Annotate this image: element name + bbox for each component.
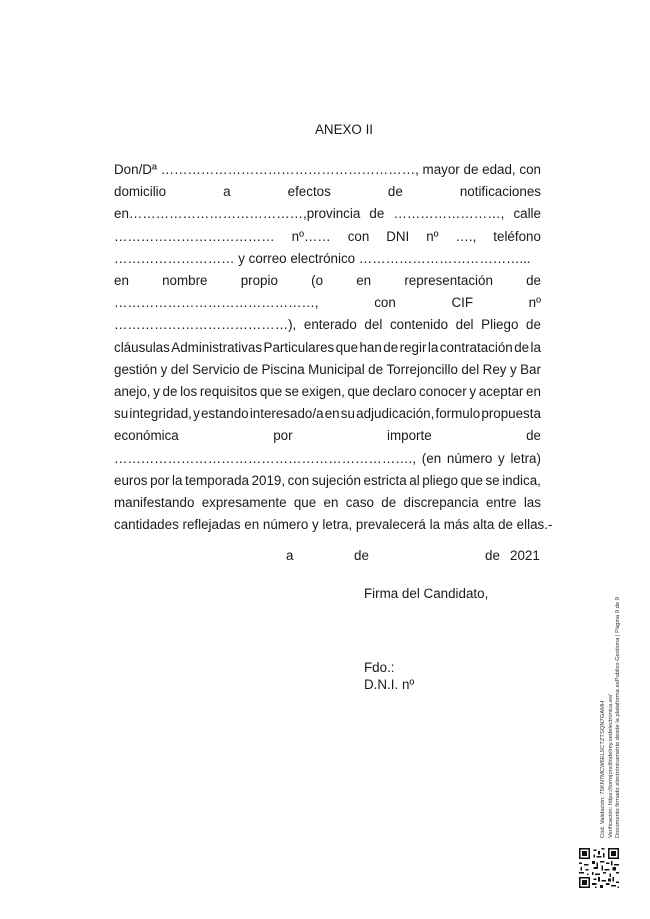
body-word: (en [421, 450, 442, 466]
body-word: manifestando [114, 495, 195, 510]
body-word: Municipal [308, 361, 365, 377]
body-word: en [356, 273, 372, 288]
body-word: con [347, 228, 370, 244]
body-word: en [526, 384, 541, 399]
body-word: …………………………………………………………., [114, 450, 417, 466]
body-word: …………………………………), [114, 317, 297, 333]
body-line [114, 292, 541, 314]
body-word: expresamente [201, 495, 287, 510]
validation-code: Cód. Validación: 75KN7MCW6EL5CTZTSQN7GAMH [600, 700, 606, 838]
body-word: Torrejoncillo [386, 361, 458, 377]
body-word: las [523, 495, 541, 510]
body-word: la [530, 339, 541, 355]
body-line [114, 425, 541, 447]
body-word: mayor [422, 162, 460, 177]
body-line [114, 359, 541, 381]
body-word: de [463, 162, 479, 177]
body-word: edad, [482, 162, 516, 177]
body-word: de [387, 184, 403, 200]
body-word: en [114, 273, 129, 288]
body-word: contratación [439, 339, 513, 355]
body-word: regir [399, 339, 427, 355]
body-line [114, 248, 541, 270]
body-line [114, 226, 541, 248]
body-word: de [368, 361, 384, 377]
body-word: Rey [482, 361, 507, 377]
date-year: 2021 [510, 548, 540, 563]
body-word: anejo, [114, 384, 151, 399]
body-word: y [160, 361, 168, 377]
body-word: se [284, 384, 299, 399]
date-de: de [354, 548, 369, 563]
body-word: han [359, 339, 382, 355]
body-word: importe [387, 428, 432, 444]
body-word: los [180, 384, 198, 399]
body-word: formulo [435, 406, 481, 422]
body-line [114, 203, 541, 225]
body-word: de [381, 495, 397, 510]
body-line [114, 337, 541, 359]
body-word: de [526, 428, 541, 444]
body-word: al [409, 472, 420, 488]
body-word: gestión [114, 361, 158, 377]
body-word: DNI [386, 228, 410, 244]
body-word: declaro [372, 384, 417, 399]
body-word: (o [311, 273, 324, 288]
body-word: representación [404, 273, 493, 288]
body-word: contenido [389, 317, 449, 333]
body-word: Bar [520, 361, 541, 377]
signed-by-label: Fdo.: [364, 660, 395, 675]
body-word: interesado/a [249, 406, 324, 422]
body-word: se [485, 472, 500, 488]
body-word: que [335, 339, 359, 355]
body-word: exigen, [301, 384, 345, 399]
body-word: su [114, 406, 129, 422]
body-line [114, 159, 541, 181]
body-word: Pliego [481, 317, 519, 333]
body-word: cantidades reflejadas en número y letra, prevalecerá la más alta de ellas.- [114, 517, 553, 533]
body-word: por [150, 472, 170, 488]
body-word: la [427, 339, 439, 355]
body-word: integridad, [129, 406, 192, 422]
body-word: notificaciones [459, 184, 541, 200]
body-word: nombre [162, 273, 208, 288]
body-word: teléfono [493, 228, 541, 244]
body-line [114, 181, 541, 203]
body-word: en…………………………………,provincia [114, 206, 361, 222]
body-word: en [323, 495, 339, 510]
body-word: y [469, 384, 477, 399]
body-word: de [526, 317, 541, 333]
body-word: de [162, 384, 178, 399]
body-word: estando [200, 406, 249, 422]
body-word: euros [114, 472, 148, 488]
date-de-year: de [485, 548, 500, 563]
document-title: ANEXO II [314, 122, 374, 137]
qr-code-icon [579, 848, 619, 888]
signature-label: Firma del Candidato, [364, 586, 489, 601]
body-word: ……………………………… [114, 228, 275, 244]
body-word: temporada [184, 472, 250, 488]
body-word: …………………………………………………, [160, 162, 419, 177]
body-word: adjudicación, [356, 406, 435, 422]
body-word: conocer [419, 384, 467, 399]
body-line [114, 514, 553, 536]
body-word: aceptar [478, 384, 524, 399]
body-word: nº [426, 228, 439, 244]
body-word: enterado [303, 317, 357, 333]
body-word: caso [345, 495, 374, 510]
verification-sidebar [600, 558, 623, 838]
body-word: propio [240, 273, 278, 288]
body-word: del [455, 317, 474, 333]
body-word: de [514, 339, 530, 355]
body-word: y [498, 450, 505, 466]
body-word: 2019, [251, 472, 286, 488]
body-word: indica, [502, 472, 541, 488]
body-word: ……………………… y correo electrónico ………………………………... [114, 250, 531, 266]
body-word: a [223, 184, 231, 200]
body-word: que [259, 384, 283, 399]
body-line [114, 381, 541, 403]
body-word: …., [455, 228, 477, 244]
body-word: discrepancia [403, 495, 479, 510]
body-word: y [153, 384, 160, 399]
body-word: con [374, 295, 396, 311]
body-word: letra) [510, 450, 541, 466]
body-word: que [347, 384, 370, 399]
body-word: su [340, 406, 355, 422]
body-word: ………………………………………, [114, 295, 319, 311]
body-word: de [526, 273, 541, 288]
body-word: con [287, 472, 310, 488]
body-word: Don/Dª [114, 162, 157, 177]
body-word: y [193, 406, 200, 422]
body-word: de [369, 206, 385, 222]
body-word: sujeción [311, 472, 361, 488]
body-line [114, 314, 541, 336]
body-word: en [324, 406, 340, 422]
body-word: Servicio [192, 361, 240, 377]
body-word: propuesta [481, 406, 541, 422]
body-word: con [519, 162, 541, 177]
body-word: calle [513, 206, 541, 222]
signature-note: Documento firmado electrónicamente desde la plataforma esPublico Gestiona | Página 9 de 9 [615, 597, 621, 838]
body-word: nº…… [291, 228, 331, 244]
body-word: cláusulas [114, 339, 170, 355]
body-word: requisitos [199, 384, 258, 399]
body-word: la [171, 472, 183, 488]
body-line [114, 403, 541, 425]
body-word: ……………………, [393, 206, 505, 222]
body-word: estricta [363, 472, 407, 488]
body-word: Particulares [263, 339, 335, 355]
body-word: número [446, 450, 493, 466]
body-word: domicilio [114, 184, 167, 200]
dni-label: D.N.I. nº [364, 677, 415, 692]
body-word: Administrativas [171, 339, 263, 355]
body-word: de [243, 361, 259, 377]
body-line [114, 270, 541, 292]
body-word: del [364, 317, 383, 333]
body-word: del [461, 361, 480, 377]
body-line [114, 492, 541, 514]
body-word: y [509, 361, 517, 377]
verification-url: Verificación: https://torrejoncillodelrey.sedelectronica.es/ [607, 694, 614, 838]
body-word: por [273, 428, 293, 444]
body-line [114, 470, 541, 492]
body-word: del [170, 361, 189, 377]
body-word: efectos [287, 184, 331, 200]
body-word: Piscina [261, 361, 305, 377]
body-word: pliego [422, 472, 458, 488]
body-word: entre [485, 495, 517, 510]
body-word: CIF [451, 295, 474, 311]
date-a: a [286, 548, 294, 563]
body-line [114, 448, 541, 470]
body-word: de [383, 339, 399, 355]
body-word: que [460, 472, 483, 488]
body-word: nº [528, 295, 541, 311]
body-word: económica [114, 428, 179, 444]
body-word: que [293, 495, 317, 510]
